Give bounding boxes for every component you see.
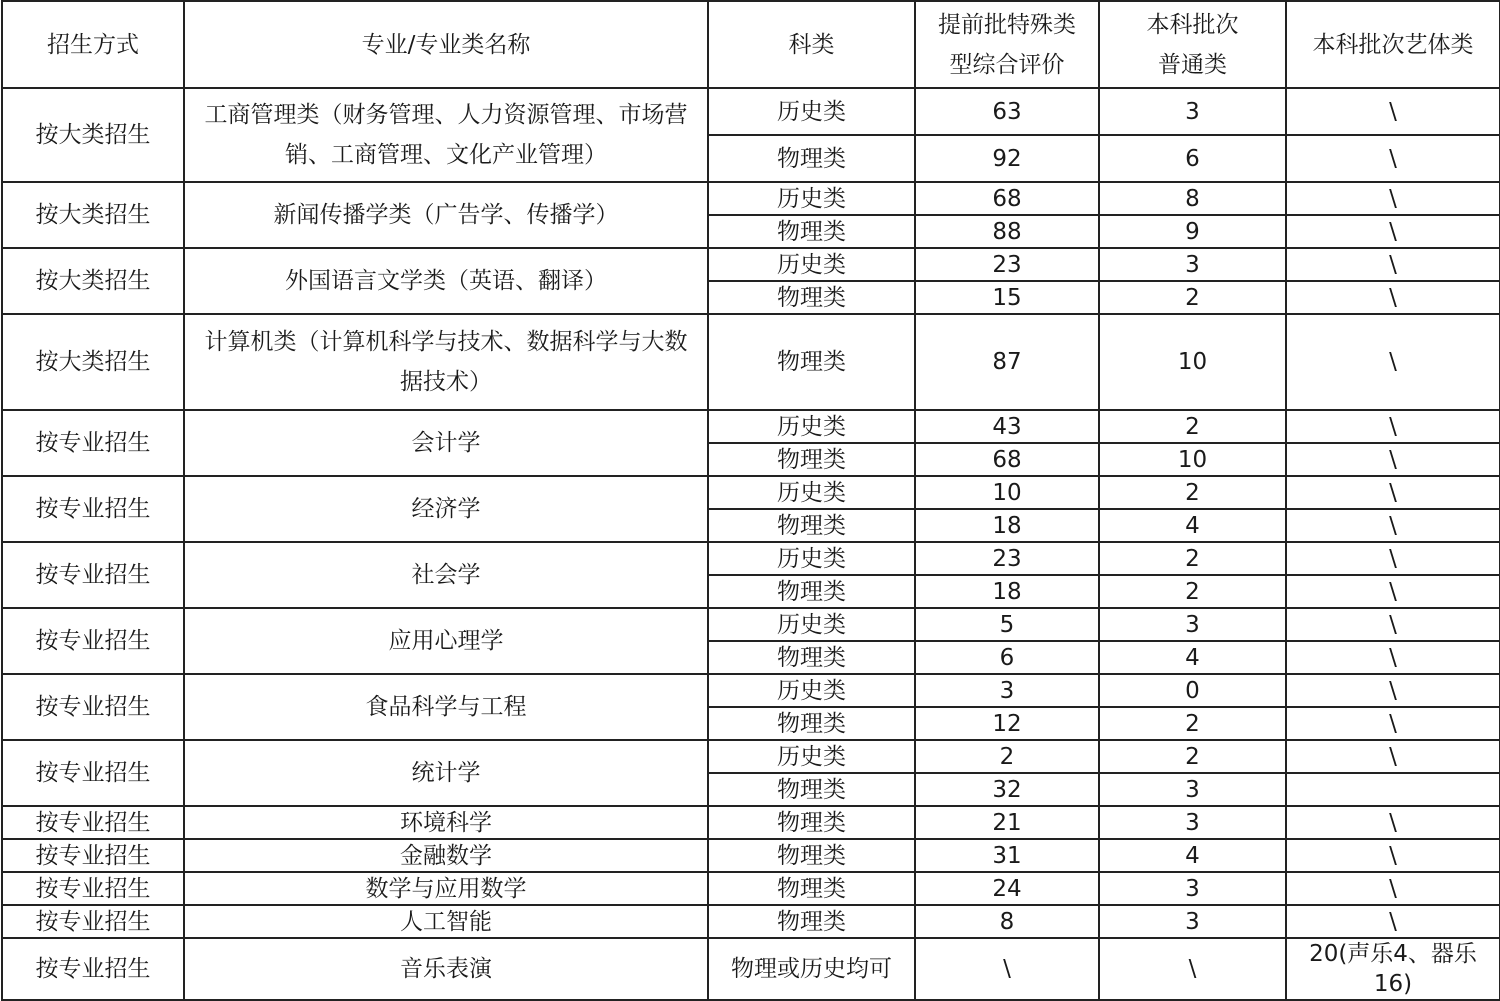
art-batch-cell: \ [1286,641,1500,674]
early-batch-cell: 15 [915,281,1099,314]
art-batch-cell: \ [1286,674,1500,707]
early-batch-cell: 43 [915,410,1099,443]
subject-cell: 历史类 [708,740,915,773]
art-batch-cell: \ [1286,542,1500,575]
art-batch-cell: \ [1286,248,1500,281]
header-row [2,1,1500,88]
art-batch-cell: \ [1286,281,1500,314]
regular-batch-cell: 2 [1099,281,1286,314]
regular-batch-cell: 4 [1099,839,1286,872]
subject-cell: 物理类 [708,707,915,740]
subject-cell: 物理类 [708,215,915,248]
method-cell: 按大类招生 [2,88,184,182]
major-name-cell: 食品科学与工程 [184,674,708,740]
subject-cell: 物理类 [708,281,915,314]
regular-batch-cell: 3 [1099,248,1286,281]
table-row [2,905,1500,938]
early-batch-cell: \ [915,938,1099,1000]
major-name-cell [184,88,708,182]
regular-batch-cell: \ [1099,938,1286,1000]
method-cell: 按大类招生 [2,248,184,314]
method-cell: 按专业招生 [2,608,184,674]
major-name-cell: 外国语言文学类（英语、翻译） [184,248,708,314]
art-batch-cell: \ [1286,443,1500,476]
method-cell: 按大类招生 [2,314,184,410]
table-row [2,839,1500,872]
early-batch-cell: 10 [915,476,1099,509]
subject-cell: 历史类 [708,182,915,215]
subject-cell: 历史类 [708,608,915,641]
major-name-cell: 新闻传播学类（广告学、传播学） [184,182,708,248]
art-batch-cell: \ [1286,135,1500,182]
header-early-batch [915,1,1099,88]
method-cell: 按专业招生 [2,839,184,872]
regular-batch-cell: 2 [1099,410,1286,443]
table-row [2,608,1500,641]
enrollment-table [1,0,1500,1001]
early-batch-cell: 5 [915,608,1099,641]
early-batch-cell: 31 [915,839,1099,872]
early-batch-cell: 32 [915,773,1099,806]
regular-batch-cell: 2 [1099,740,1286,773]
early-batch-cell: 2 [915,740,1099,773]
regular-batch-cell: 2 [1099,542,1286,575]
header-regular-line1: 本科批次 [1146,11,1239,38]
early-batch-cell: 63 [915,88,1099,135]
table-row [2,806,1500,839]
table-row [2,542,1500,575]
table-row [2,476,1500,509]
method-cell: 按专业招生 [2,476,184,542]
major-name-line2: 据技术） [400,369,492,395]
regular-batch-cell: 3 [1099,872,1286,905]
header-subject: 科类 [708,1,915,88]
subject-cell: 历史类 [708,542,915,575]
regular-batch-cell: 0 [1099,674,1286,707]
early-batch-cell: 68 [915,182,1099,215]
regular-batch-cell: 8 [1099,182,1286,215]
art-batch-cell: \ [1286,314,1500,410]
method-cell: 按专业招生 [2,806,184,839]
major-name-cell: 统计学 [184,740,708,806]
major-name-cell: 社会学 [184,542,708,608]
method-cell: 按专业招生 [2,905,184,938]
major-name-cell: 应用心理学 [184,608,708,674]
art-batch-cell: \ [1286,740,1500,773]
table-row [2,88,1500,135]
subject-cell: 历史类 [708,410,915,443]
subject-cell: 物理类 [708,773,915,806]
early-batch-cell: 8 [915,905,1099,938]
early-batch-cell: 88 [915,215,1099,248]
table-row [2,938,1500,1000]
header-early-line1: 提前批特殊类 [938,11,1076,38]
header-early-line2: 型综合评价 [949,51,1065,78]
regular-batch-cell: 10 [1099,314,1286,410]
art-batch-cell: \ [1286,707,1500,740]
regular-batch-cell: 3 [1099,806,1286,839]
regular-batch-cell: 3 [1099,773,1286,806]
major-name-cell: 会计学 [184,410,708,476]
art-batch-cell: \ [1286,509,1500,542]
art-batch-cell: \ [1286,182,1500,215]
major-name-cell: 人工智能 [184,905,708,938]
early-batch-cell: 23 [915,248,1099,281]
table-row [2,410,1500,443]
art-batch-cell: \ [1286,215,1500,248]
regular-batch-cell: 10 [1099,443,1286,476]
major-name-line2: 销、工商管理、文化产业管理） [285,142,607,168]
table-row [2,314,1500,410]
early-batch-cell: 68 [915,443,1099,476]
art-batch-cell: 20(声乐4、器乐16) [1286,938,1500,1000]
regular-batch-cell: 3 [1099,88,1286,135]
regular-batch-cell: 2 [1099,707,1286,740]
early-batch-cell: 18 [915,509,1099,542]
early-batch-cell: 23 [915,542,1099,575]
major-name-line1: 工商管理类（财务管理、人力资源管理、市场营 [204,102,688,128]
regular-batch-cell: 3 [1099,905,1286,938]
major-name-cell: 金融数学 [184,839,708,872]
subject-cell: 物理类 [708,839,915,872]
major-name-line1: 计算机类（计算机科学与技术、数据科学与大数 [204,329,688,355]
subject-cell: 历史类 [708,88,915,135]
table-row [2,674,1500,707]
major-name-cell: 数学与应用数学 [184,872,708,905]
header-art: 本科批次艺体类 [1286,1,1500,88]
regular-batch-cell: 4 [1099,509,1286,542]
method-cell: 按专业招生 [2,740,184,806]
table-row [2,872,1500,905]
regular-batch-cell: 6 [1099,135,1286,182]
subject-cell: 物理类 [708,135,915,182]
early-batch-cell: 18 [915,575,1099,608]
major-name-cell [184,314,708,410]
subject-cell: 物理类 [708,872,915,905]
header-method: 招生方式 [2,1,184,88]
regular-batch-cell: 2 [1099,575,1286,608]
art-batch-cell: \ [1286,872,1500,905]
art-batch-cell: \ [1286,410,1500,443]
regular-batch-cell: 3 [1099,608,1286,641]
early-batch-cell: 12 [915,707,1099,740]
subject-cell: 物理类 [708,641,915,674]
art-batch-cell: \ [1286,839,1500,872]
method-cell: 按专业招生 [2,542,184,608]
subject-cell: 物理类 [708,575,915,608]
header-regular-line2: 普通类 [1158,51,1227,78]
early-batch-cell: 6 [915,641,1099,674]
header-major: 专业/专业类名称 [184,1,708,88]
subject-cell: 物理类 [708,314,915,410]
subject-cell: 物理类 [708,806,915,839]
subject-cell: 历史类 [708,674,915,707]
method-cell: 按大类招生 [2,182,184,248]
major-name-cell: 经济学 [184,476,708,542]
subject-cell: 历史类 [708,476,915,509]
method-cell: 按专业招生 [2,872,184,905]
regular-batch-cell: 4 [1099,641,1286,674]
early-batch-cell: 92 [915,135,1099,182]
major-name-cell: 环境科学 [184,806,708,839]
subject-cell: 物理类 [708,443,915,476]
major-name-cell: 音乐表演 [184,938,708,1000]
regular-batch-cell: 9 [1099,215,1286,248]
method-cell: 按专业招生 [2,410,184,476]
art-batch-cell [1286,773,1500,806]
table-row [2,248,1500,281]
art-batch-cell: \ [1286,575,1500,608]
table-row [2,182,1500,215]
early-batch-cell: 21 [915,806,1099,839]
header-regular-batch [1099,1,1286,88]
art-batch-cell: \ [1286,608,1500,641]
subject-cell: 物理类 [708,905,915,938]
art-batch-cell: \ [1286,88,1500,135]
subject-cell: 物理类 [708,509,915,542]
method-cell: 按专业招生 [2,938,184,1000]
subject-cell: 物理或历史均可 [708,938,915,1000]
regular-batch-cell: 2 [1099,476,1286,509]
early-batch-cell: 3 [915,674,1099,707]
subject-cell: 历史类 [708,248,915,281]
early-batch-cell: 87 [915,314,1099,410]
early-batch-cell: 24 [915,872,1099,905]
art-batch-cell: \ [1286,476,1500,509]
art-batch-cell: \ [1286,905,1500,938]
method-cell: 按专业招生 [2,674,184,740]
art-batch-cell: \ [1286,806,1500,839]
table-row [2,740,1500,773]
